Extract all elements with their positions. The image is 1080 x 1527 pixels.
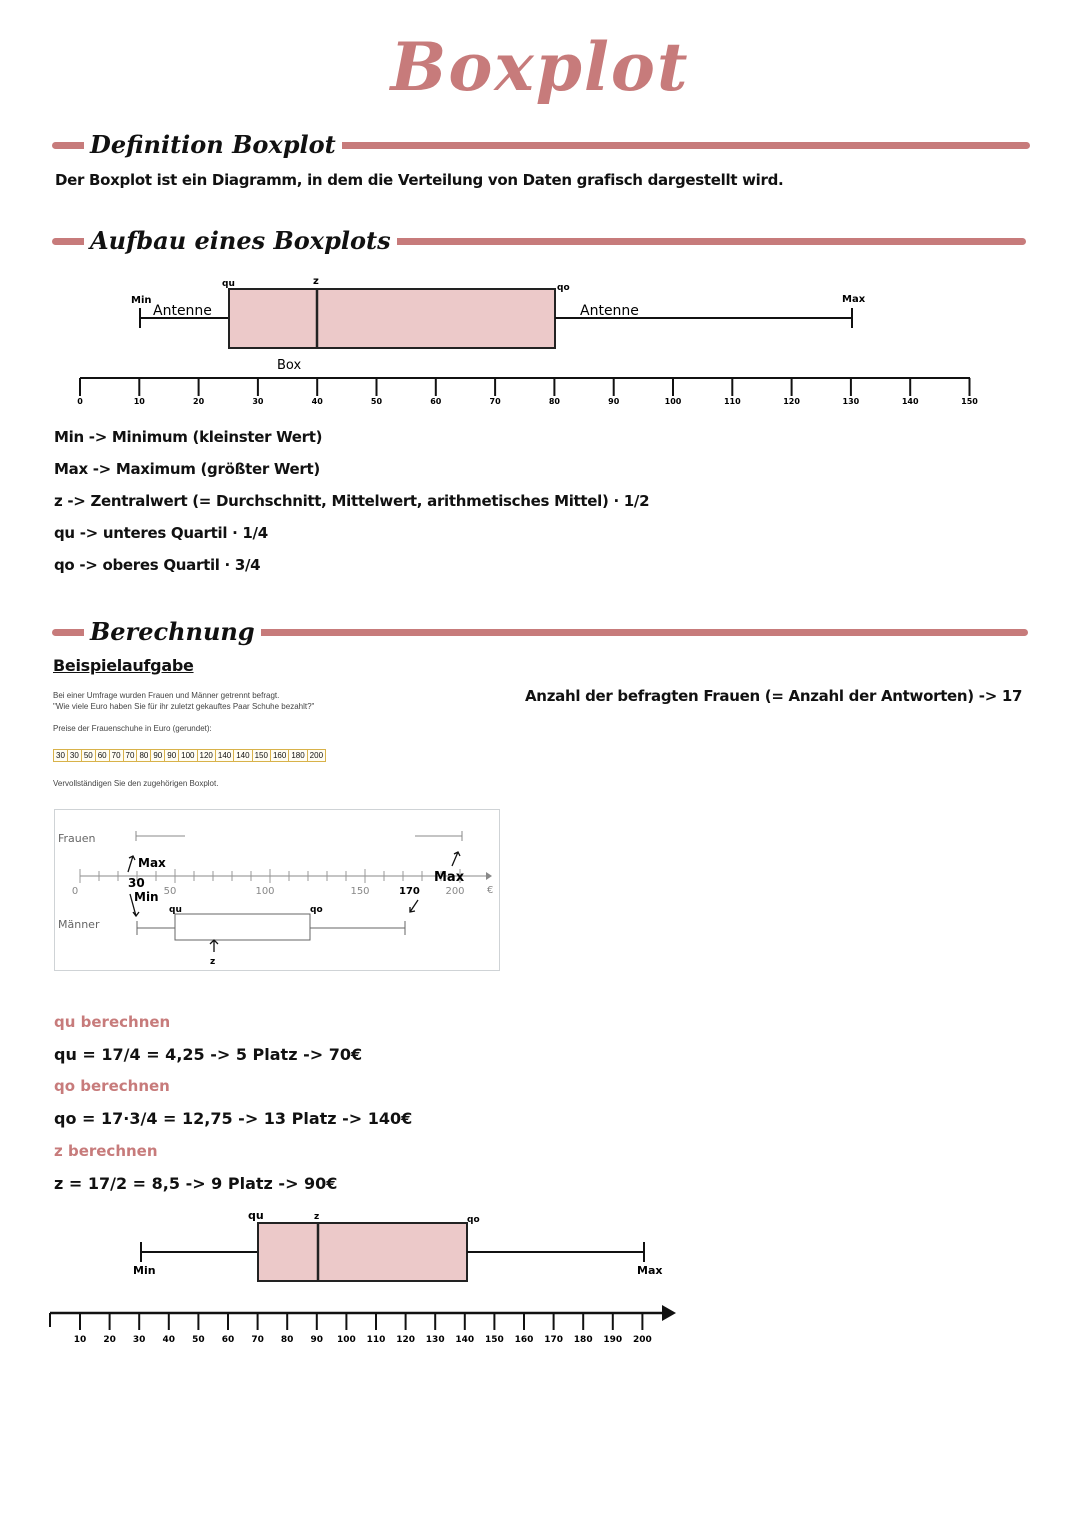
exercise-arrow-max-icon: [452, 852, 460, 866]
exercise-plot: [54, 809, 500, 971]
structure-axis-tick-label: 70: [489, 397, 501, 406]
prices-label: Preise der Frauenschuhe in Euro (gerundet):: [53, 724, 212, 733]
final-axis-tick-label: 90: [310, 1335, 324, 1345]
exercise-annot-max-left: Max: [138, 856, 166, 870]
example-subheading: Beispielaufgabe: [53, 656, 194, 675]
price-cell: 70: [109, 749, 124, 762]
final-axis-tick-label: 130: [425, 1335, 445, 1345]
step-z-formula: z = 17/2 = 8,5 -> 9 Platz -> 90€: [54, 1174, 338, 1193]
task-instruction: Vervollständigen Sie den zugehörigen Boxplot.: [53, 779, 219, 788]
final-label-max: Max: [637, 1264, 663, 1277]
structure-axis-tick-label: 100: [664, 397, 682, 406]
final-axis-ticks: [74, 1313, 652, 1345]
final-label-qu: qu: [248, 1209, 264, 1222]
structure-axis-tick-label: 20: [193, 397, 205, 406]
price-cell: 200: [307, 749, 326, 762]
final-axis-tick-label: 150: [485, 1335, 504, 1345]
prices-table: [53, 743, 325, 762]
structure-boxplot: [0, 260, 1080, 420]
final-label-min: Min: [133, 1264, 156, 1277]
exercise-arrow-170-icon: [410, 900, 418, 912]
final-axis-tick-label: 120: [396, 1335, 415, 1345]
final-axis-tick-label: 110: [366, 1335, 386, 1345]
structure-axis-tick-label: 120: [783, 397, 800, 406]
final-axis-tick-label: 40: [162, 1335, 176, 1345]
step-z-title: z berechnen: [54, 1142, 158, 1160]
exercise-annot-170: 170: [399, 886, 420, 897]
definition-text: Der Boxplot ist ein Diagramm, in dem die Verteilung von Daten grafisch dargestellt wird.: [55, 171, 784, 189]
legend-qu: qu -> unteres Quartil · 1/4: [54, 524, 268, 542]
final-label-qo: qo: [467, 1215, 480, 1225]
price-cell: 80: [136, 749, 151, 762]
exercise-unit: €: [487, 885, 494, 896]
final-axis-tick-label: 30: [132, 1335, 146, 1345]
step-qo-formula: qo = 17·3/4 = 12,75 -> 13 Platz -> 140€: [54, 1109, 413, 1128]
structure-label-qo: qo: [557, 283, 570, 293]
men-box: [175, 914, 310, 940]
structure-axis-ticks: [77, 378, 978, 406]
legend-qo: qo -> oberes Quartil · 3/4: [54, 556, 261, 574]
exercise-label-men: Männer: [58, 918, 100, 931]
price-cell: 70: [123, 749, 138, 762]
exercise-annot-max-right: Max: [434, 870, 465, 885]
exercise-arrow-z-icon: [210, 940, 218, 952]
exercise-annot-z: z: [210, 957, 216, 967]
structure-label-antenna-left: Antenne: [153, 303, 212, 319]
structure-axis-tick-label: 30: [252, 397, 264, 406]
exercise-axis-tick-label: 50: [163, 886, 177, 897]
structure-axis-tick-label: 50: [370, 397, 383, 406]
price-cell: 90: [164, 749, 179, 762]
structure-axis-tick-label: 150: [961, 397, 978, 406]
price-cell: 90: [150, 749, 165, 762]
legend-max: Max -> Maximum (größter Wert): [54, 460, 320, 478]
structure-axis-tick-label: 130: [842, 397, 860, 406]
structure-axis-tick-label: 40: [311, 397, 323, 406]
structure-axis-tick-label: 140: [901, 397, 919, 406]
final-axis-tick-label: 80: [280, 1335, 294, 1345]
count-note: Anzahl der befragten Frauen (= Anzahl der Antworten) -> 17: [525, 687, 1023, 705]
exercise-arrow-up-icon: [128, 856, 135, 872]
price-cell: 60: [95, 749, 110, 762]
step-qu-title: qu berechnen: [54, 1013, 171, 1031]
final-axis-tick-label: 70: [251, 1335, 264, 1345]
price-cell: 140: [233, 749, 252, 762]
structure-label-box: Box: [277, 358, 302, 373]
section-heading-structure: Aufbau eines Boxplots: [84, 226, 397, 255]
task-line-2: "Wie viele Euro haben Sie für ihr zuletzt gekauftes Paar Schuhe bezahlt?": [53, 702, 315, 711]
price-cell: 180: [288, 749, 307, 762]
structure-axis-tick-label: 0: [77, 397, 83, 406]
exercise-axis-tick-label: 100: [255, 886, 275, 897]
price-cell: 100: [178, 749, 197, 762]
exercise-axis-tick-label: 150: [350, 886, 370, 897]
price-cell: 140: [215, 749, 234, 762]
final-axis-tick-label: 100: [337, 1335, 356, 1345]
structure-axis-tick-label: 80: [548, 397, 560, 406]
final-axis-tick-label: 200: [633, 1335, 652, 1345]
structure-axis-tick-label: 110: [723, 397, 741, 406]
price-cell: 30: [67, 749, 82, 762]
structure-label-z: z: [313, 276, 319, 287]
exercise-annot-qu: qu: [169, 905, 182, 915]
exercise-annot-min-value: 30: [128, 876, 145, 890]
final-boxplot: [0, 1205, 1080, 1355]
final-axis-tick-label: 170: [544, 1335, 563, 1345]
final-axis-tick-label: 180: [573, 1335, 593, 1345]
final-axis-tick-label: 160: [514, 1335, 534, 1345]
section-heading-definition: Definition Boxplot: [84, 130, 342, 159]
structure-label-max: Max: [842, 294, 866, 305]
structure-label-min: Min: [131, 295, 152, 306]
structure-axis-tick-label: 60: [430, 397, 442, 406]
exercise-axis-tick-label: 200: [445, 886, 465, 897]
final-axis-tick-label: 140: [455, 1335, 475, 1345]
task-line-1: Bei einer Umfrage wurden Frauen und Männer getrennt befragt.: [53, 691, 280, 700]
page-title: Boxplot: [390, 28, 690, 106]
legend-z: z -> Zentralwert (= Durchschnitt, Mittelwert, arithmetisches Mittel) · 1/2: [54, 492, 650, 510]
final-axis-tick-label: 10: [73, 1335, 87, 1345]
exercise-annot-qo: qo: [310, 905, 323, 915]
price-cell: 50: [81, 749, 96, 762]
price-cell: 120: [197, 749, 216, 762]
step-qu-formula: qu = 17/4 = 4,25 -> 5 Platz -> 70€: [54, 1045, 363, 1064]
section-heading-calculation: Berechnung: [84, 617, 261, 646]
structure-box: [229, 289, 555, 348]
price-cell: 150: [252, 749, 271, 762]
step-qo-title: qo berechnen: [54, 1077, 170, 1095]
final-axis-arrow-icon: [662, 1305, 676, 1321]
price-cell: 160: [270, 749, 289, 762]
legend-min: Min -> Minimum (kleinster Wert): [54, 428, 323, 446]
final-axis-tick-label: 20: [103, 1335, 116, 1345]
structure-legend: [54, 428, 649, 588]
structure-label-qu: qu: [222, 279, 235, 289]
final-axis-tick-label: 190: [603, 1335, 623, 1345]
exercise-label-women: Frauen: [58, 832, 96, 845]
exercise-axis-arrow-icon: [486, 872, 492, 880]
exercise-annot-min: Min: [134, 890, 159, 904]
final-label-z: z: [314, 1212, 320, 1222]
final-axis-tick-label: 50: [192, 1335, 205, 1345]
exercise-axis-tick-label: 0: [71, 886, 79, 897]
structure-axis-tick-label: 10: [133, 397, 145, 406]
structure-label-antenna-right: Antenne: [580, 303, 639, 319]
structure-axis-tick-label: 90: [608, 397, 620, 406]
final-axis-tick-label: 60: [221, 1335, 235, 1345]
price-cell: 30: [53, 749, 68, 762]
final-box: [258, 1223, 467, 1281]
